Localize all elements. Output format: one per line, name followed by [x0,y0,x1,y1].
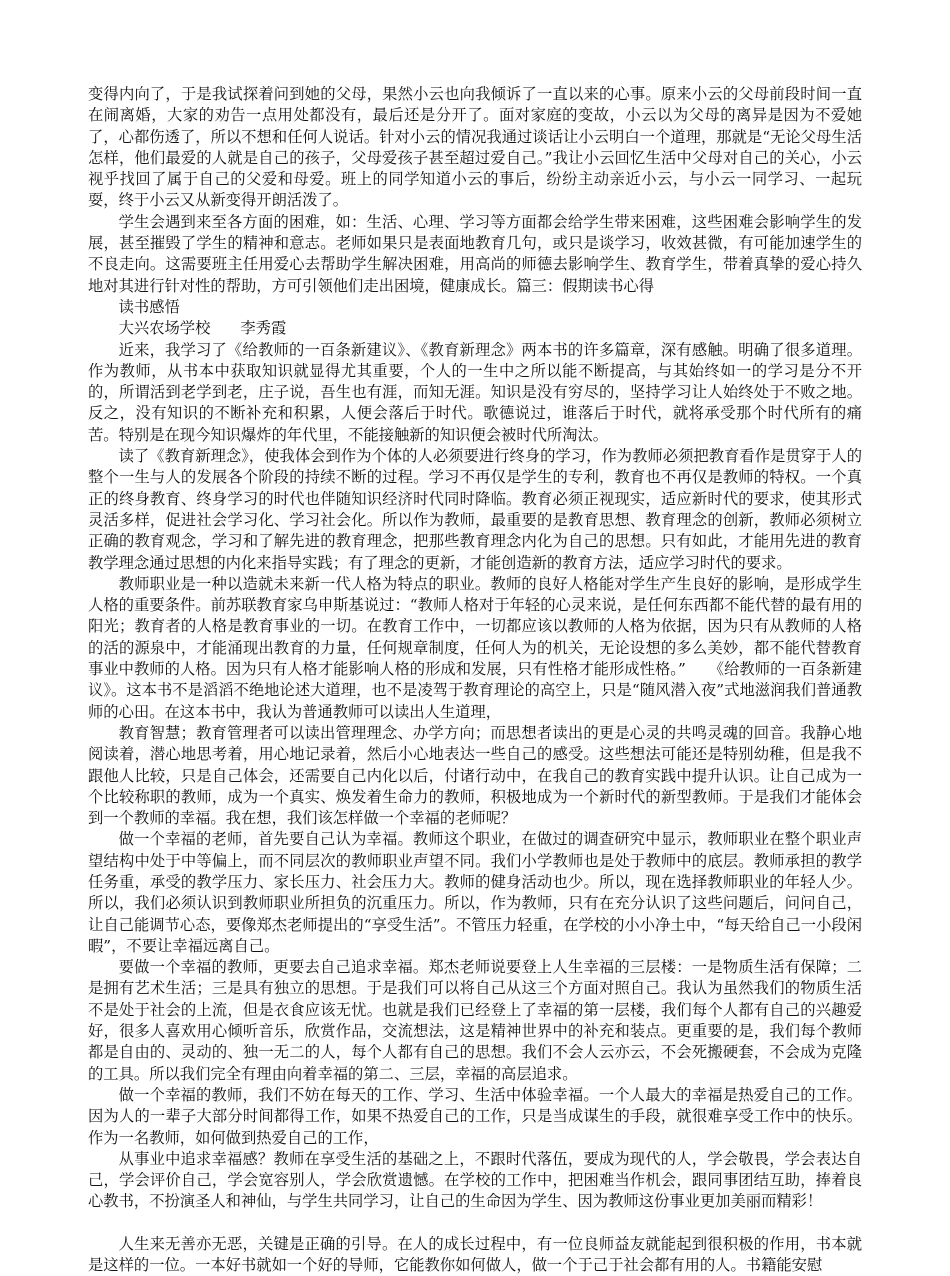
paragraph: 做一个幸福的老师，首先要自己认为幸福。教师这个职业，在做过的调查研究中显示，教师职业在整个职业声望结构中处于中等偏上，而不同层次的教师职业声望不同。我们小学教师也是处于教师中的底层。教师承担的教学任务重，承受的教学压力、家长压力、社会压力大。教师的健身活动也少。所以，现在选择教师职业的年轻人少。所以，我们必须认识到教师职业所担负的沉重压力。所以，作为教师，只有在充分认识了这些问题后，问问自己，让自己能调节心态，要像郑杰老师提出的“享受生活”。不管压力轻重，在学校的小小净土中，“每天给自己一小段闲暇”，不要让幸福远离自己。 [88,830,862,955]
paragraph: 学生会遇到来至各方面的困难，如：生活、心理、学习等方面都会给学生带来困难，这些困难会影响学生的发展，甚至摧毁了学生的精神和意志。老师如果只是表面地教育几句，或只是谈学习，收效甚微，有可能加速学生的不良走向。这需要班主任用爱心去帮助学生解决困难，用高尚的师德去影响学生、教育学生，带着真挚的爱心持久地对其进行针对性的帮助，方可引领他们走出困境，健康成长。篇三：假期读书心得 [88,212,862,295]
paragraph: 近来，我学习了《给教师的一百条新建议》、《教育新理念》两本书的许多篇章，深有感触。明确了很多道理。作为教师，从书本中获取知识就显得尤其重要，个人的一生中之所以能不断提高，与其始终如一的学习是分不开的，所谓活到老学到老，庄子说，吾生也有涯，而知无涯。知识是没有穷尽的，坚持学习让人始终处于不败之地。反之，没有知识的不断补充和积累，人便会落后于时代。歌德说过，谁落后于时代，就将承受那个时代所有的痛苦。特别是在现今知识爆炸的年代里，不能接触新的知识便会被时代所淘汰。 [88,340,862,444]
paragraph: 读了《教育新理念》，使我体会到作为个体的人必须要进行终身的学习，作为教师必须把教育看作是贯穿于人的整个一生与人的发展各个阶段的持续不断的过程。学习不再仅是学生的专利，教育也不再仅是教师的特权。一个真正的终身教育、终身学习的时代也伴随知识经济时代同时降临。教育必须正视现实，适应新时代的要求，使其形式灵活多样，促进社会学习化、学习社会化。所以作为教师，最重要的是教育思想、教育理念的创新，教师必须树立正确的教育观念，学习和了解先进的教育理念，把那些教育理念内化为自己的思想。只有如此，才能用先进的教育教学理念通过思想的内化来指导实践；有了理念的更新，才能创造新的教育方法，适应学习时代的要求。 [88,447,862,572]
paragraph: 做一个幸福的教师，我们不妨在每天的工作、学习、生活中体验幸福。一个人最大的幸福是热爱自己的工作。因为人的一辈子大部分时间都得工作，如果不热爱自己的工作，只是当成谋生的手段，就很难享受工作中的快乐。作为一名教师，如何做到热爱自己的工作， [88,1085,862,1147]
paragraph: 教育智慧；教育管理者可以读出管理理念、办学方向；而思想者读出的更是心灵的共鸣灵魂的回音。我静心地阅读着，潜心地思考着，用心地记录着，然后小心地表达一些自己的感受。这些想法可能还是特别幼稚，但是我不跟他人比较，只是自己体会，还需要自己内化以后，付诸行动中，在我自己的教育实践中提升认识。让自己成为一个比较称职的教师，成为一个真实、焕发着生命力的教师，积极地成为一个新时代的新型教师。于是我们才能体会到一个教师的幸福。我在想，我们该怎样做一个幸福的老师呢？ [88,723,862,828]
paragraph-continued: 变得内向了，于是我试探着问到她的父母，果然小云也向我倾诉了一直以来的心事。原来小云的父母前段时间一直在闹离婚，大家的劝告一点用处都没有，最后还是分开了。面对家庭的变故，小云以为父母的离异是因为不爱她了，心都伤透了，所以不想和任何人说话。针对小云的情况我通过谈话让小云明白一个道理，那就是“无论父母生活怎样，他们最爱的人就是自己的孩子，父母爱孩子甚至超过爱自己。”我让小云回忆生活中父母对自己的关心，小云视乎找回了属于自己的父爱和母爱。班上的同学知道小云的事后，纷纷主动亲近小云，与小云一同学习、一起玩耍，终于小云又从新变得开朗活泼了。 [88,85,862,210]
byline-school: 大兴农场学校 [118,319,211,338]
section-title: 读书感悟 [118,297,180,316]
paragraph: 教师职业是一种以造就未来新一代人格为特点的职业。教师的良好人格能对学生产生良好的影响，是形成学生人格的重要条件。前苏联教育家乌申斯基说过：“教师人格对于年轻的心灵来说，是任何东西都不能代替的最有用的阳光；教育者的人格是教育事业的一切。在教育工作中，一切都应该以教师的人格为依据，因为只有从教师的人格的活的源泉中，才能涌现出教育的力量，任何规章制度，任何人为的机关，无论设想的多么美妙，都不能代替教育事业中教师的人格。因为只有人格才能影响人格的形成和发展，只有性格才能形成性格。” 《给教师的一百条新建议》。这本书不是滔滔不绝地论述大道理，也不是凌驾于教育理论的高空上，只是“随风潜入夜”式地滋润我们普通教师的心田。在这本书中，我认为普通教师可以读出人生道理， [88,574,862,721]
paragraph: 要做一个幸福的教师，更要去自己追求幸福。郑杰老师说要登上人生幸福的三层楼：一是物质生活有保障；二是拥有艺术生活；三是具有独立的思想。于是我们可以将自己从这三个方面对照自己。我认为虽然我们的物质生活不是处于社会的上流，但是衣食应该无忧。也就是我们已经登上了幸福的第一层楼，我们每个人都有自己的兴趣爱好，很多人喜欢用心倾听音乐，欣赏作品，交流想法，这是精神世界中的补充和装点。更重要的是，我们每个教师都是自由的、灵动的、独一无二的人，每个人都有自己的思想。我们不会人云亦云，不会死搬硬套，不会成为克隆的工具。所以我们完全有理由向着幸福的第二、三层，幸福的高层追求。 [88,958,862,1083]
byline [88,318,862,339]
paragraph: 从事业中追求幸福感？教师在享受生活的基础之上，不跟时代落伍，要成为现代的人，学会敬畏，学会表达自己，学会评价自己，学会宽容别人，学会欣赏遗憾。在学校的工作中，把困难当作机会，跟同事团结互助，捧着良心教书，不扮演圣人和神仙，与学生共同学习，让自己的生命因为学生、因为教师这份事业更加美丽而精彩！ [88,1149,862,1211]
byline-author: 李秀霞 [240,319,287,338]
paragraph: 人生来无善亦无恶，关键是正确的引导。在人的成长过程中，有一位良师益友就能起到很积极的作用，书本就是这样的一位。一本好书就如一个好的导师，它能教你如何做人，做一个于己于社会都有用的人。书籍能安慰 [88,1234,862,1275]
